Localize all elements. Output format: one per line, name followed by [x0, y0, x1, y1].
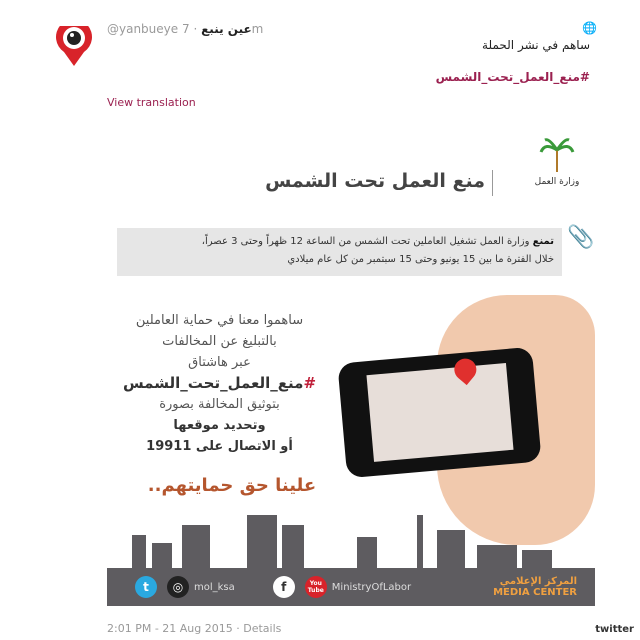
slogan: علينا حق حمايتهم..	[147, 475, 317, 496]
copy-line: عبر هاشتاق	[188, 355, 251, 370]
view-translation-link[interactable]: View translation	[107, 96, 196, 109]
instagram-icon: ◎	[167, 576, 189, 598]
tweet-text: ساهم في نشر الحملة	[482, 38, 590, 52]
map-screen	[366, 363, 513, 462]
tweet-footer	[107, 622, 281, 635]
campaign-copy	[107, 310, 332, 457]
facebook-icon: f	[273, 576, 295, 598]
hashtag-link[interactable]: #منع_العمل_تحت_الشمس	[435, 70, 590, 84]
media-center-ar: المركز الإعلامي	[499, 576, 577, 587]
handle[interactable]: @yanbueye	[107, 22, 179, 36]
copy-line: وتحديد موقعها	[173, 418, 266, 433]
info-line-2: خلال الفترة ما بين 15 يونيو وحتى 15 سبتمبر من كل عام ميلادي	[287, 254, 554, 265]
logo-text: وزارة العمل	[534, 177, 580, 187]
instagram-handle: mol_ksa	[194, 581, 235, 593]
copy-line: بتوثيق المخالفة بصورة	[159, 397, 280, 412]
title-divider	[492, 170, 493, 196]
details-link[interactable]: · Details	[236, 622, 282, 635]
media-center-logo	[493, 576, 577, 598]
tweet-image[interactable]	[107, 120, 595, 606]
copy-line: ساهموا معنا في حماية العاملين	[135, 313, 304, 328]
info-text: وزارة العمل تشغيل العاملين تحت الشمس من الساعة 12 ظهراً وحتى 3 عصراً،	[201, 236, 533, 247]
info-line-1	[125, 233, 554, 251]
info-bold: تمنع	[532, 236, 554, 247]
twitter-icon: t	[135, 576, 157, 598]
campaign-hashtag	[107, 373, 332, 394]
youtube-handle: MinistryOfLabor	[331, 581, 412, 593]
map-pin-icon	[450, 354, 481, 385]
poster-title: منع العمل تحت الشمس	[265, 170, 485, 192]
social-bar	[107, 568, 595, 606]
phone-line: أو الاتصال على 19911	[146, 439, 293, 454]
tweet-time: · 7m	[181, 22, 264, 36]
phone-illustration	[337, 347, 541, 479]
media-center-en: MEDIA CENTER	[493, 587, 577, 598]
globe-icon: 🌐	[582, 21, 597, 35]
ministry-logo	[527, 138, 587, 198]
avatar[interactable]	[52, 18, 96, 68]
info-box	[117, 228, 562, 276]
twitter-watermark: twitter	[595, 624, 634, 635]
display-name[interactable]: عين ينبع	[201, 22, 252, 36]
hash-mark: #	[303, 374, 317, 392]
tweet-author[interactable]	[107, 22, 263, 36]
timestamp[interactable]: 2:01 PM - 21 Aug 2015	[107, 622, 233, 635]
paperclip-icon: 📎	[567, 225, 595, 250]
youtube-icon: You Tube	[305, 576, 327, 598]
copy-line: بالتبليغ عن المخالفات	[162, 334, 277, 349]
hashtag-text: منع_العمل_تحت_الشمس	[122, 374, 304, 392]
